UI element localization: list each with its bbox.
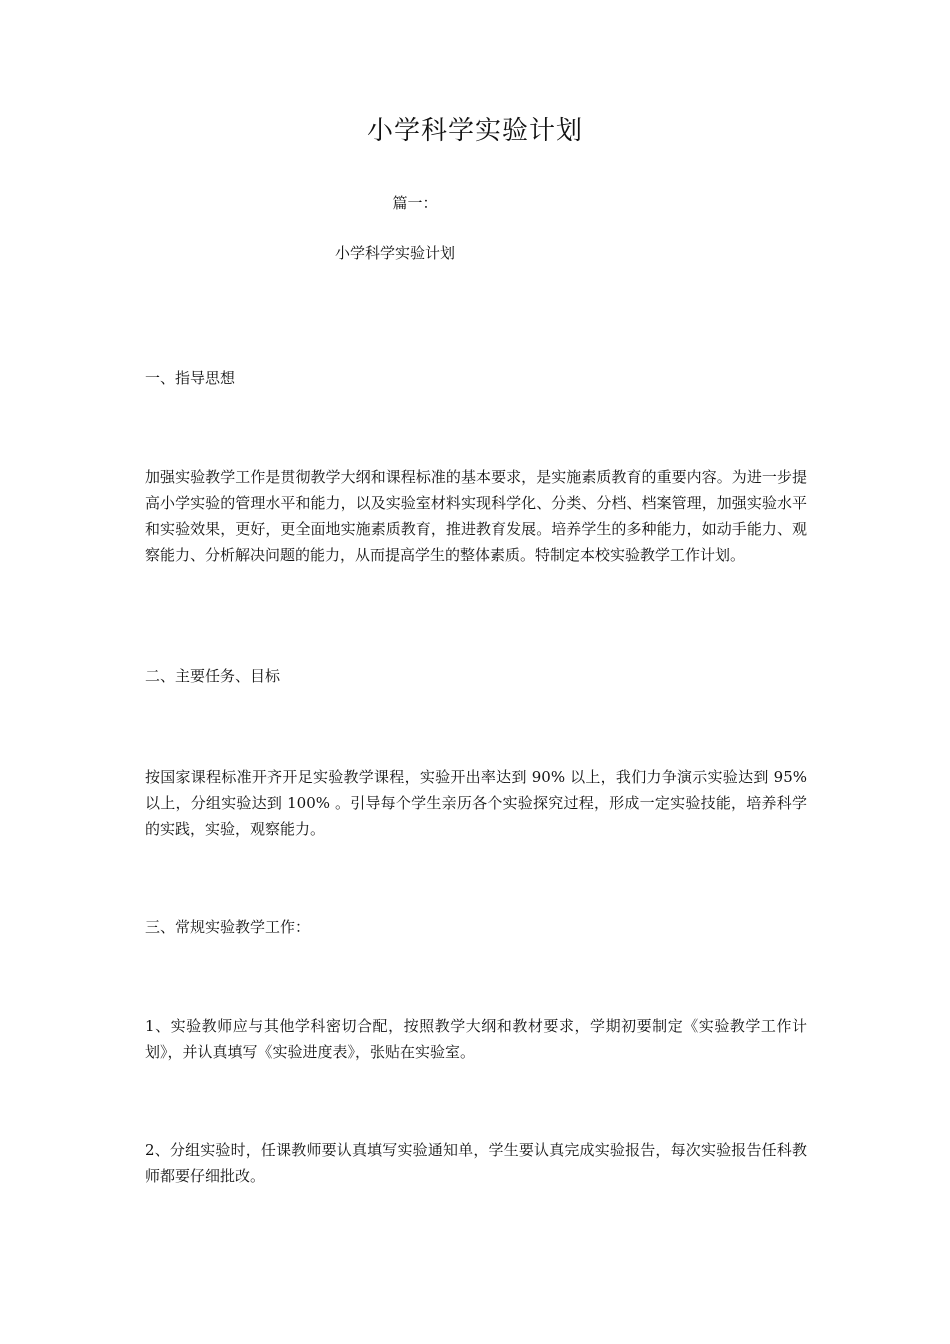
- section-label: 篇一：: [392, 194, 438, 212]
- list-item-2: 2、分组实验时，任课教师要认真填写实验通知单，学生要认真完成实验报告，每次实验报告任科教师都要仔细批改。: [145, 1141, 807, 1185]
- heading-main-tasks: 二、主要任务、目标: [145, 667, 281, 685]
- paragraph-guiding-ideology: 加强实验教学工作是贯彻教学大纲和课程标准的基本要求，是实施素质教育的重要内容。为进一步提高小学实验的管理水平和能力，以及实验室材料实现科学化、分类、分档、档案管理，加强实验水平和实验效果，更好，更全面地实施素质教育，推进教育发展。培养学生的多种能力，如动手能力、观察能力、分析解决问题的能力，从而提高学生的整体素质。特制定本校实验教学工作计划。: [145, 468, 807, 564]
- paragraph-main-tasks: 按国家课程标准开齐开足实验教学课程，实验开出率达到 90% 以上，我们力争演示实验达到 95% 以上，分组实验达到 100% 。引导每个学生亲历各个实验探究过程，形成一定实验技能，培养科学的实践，实验，观察能力。: [145, 768, 807, 838]
- document-title: 小学科学实验计划: [366, 116, 583, 146]
- document-subtitle: 小学科学实验计划: [334, 244, 455, 262]
- list-item-1: 1、实验教师应与其他学科密切合配，按照教学大纲和教材要求，学期初要制定《实验教学工作计划》，并认真填写《实验进度表》，张贴在实验室。: [145, 1017, 807, 1061]
- heading-guiding-ideology: 一、指导思想: [145, 369, 236, 387]
- heading-routine-work: 三、常规实验教学工作：: [145, 918, 311, 936]
